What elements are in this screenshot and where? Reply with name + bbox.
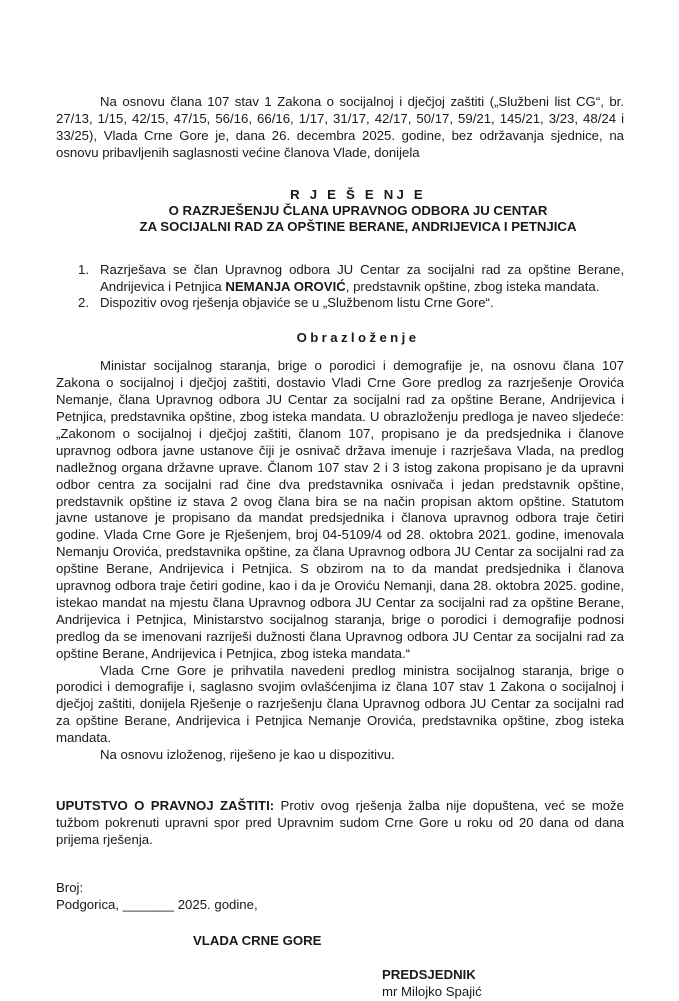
preamble: Na osnovu člana 107 stav 1 Zakona o socijalnoj i dječjoj zaštiti („Službeni list CG“, br. 27/13, 1/15, 42/15, 47/15, 56/16, 66/16, 1/17, 31/17, 42/17, 50/17, 59/21, 145/21, 3/23, 48/24 i 33/25), Vlada Crne Gore je, dana 26. decembra 2025. godine, bez održavanja sjednice, na osnovu pribavljenih saglasnosti većine članova Vlade, donijela <box>56 94 624 160</box>
signatory-role: PREDSJEDNIK <box>382 967 476 983</box>
signature-block <box>56 967 624 1001</box>
item-text: Dispozitiv ovog rješenja objaviće se u „Službenom listu Crne Gore“. <box>100 295 494 311</box>
obrazlozenje-body <box>56 358 624 764</box>
item-bold-name: NEMANJA OROVIĆ <box>225 278 346 294</box>
obrazlozenje-paragraph-2: Vlada Crne Gore je prihvatila navedeni predlog ministra socijalnog staranja, brige o porodici i demografije i, saglasno svojim ovlašćenjima iz člana 107 stav 1 Zakona o socijalnoj i dječjoj zaštiti, donijela Rješenje o razrješenju člana Upravnog odbora JU Centar za socijalni rad za opštine Berane, Andrijevica i Petnjica Nemanje Orovića, predstavnika opštine, zbog isteka mandata. <box>56 662 624 746</box>
dispositiv-list <box>56 262 624 313</box>
item-text: Razrješava se član Upravnog odbora JU Centar za socijalni rad za opštine Berane, Andrijevica i Petnjica <box>100 261 624 294</box>
title-line-2: ZA SOCIJALNI RAD ZA OPŠTINE BERANE, ANDRIJEVICA I PETNJICA <box>139 218 577 234</box>
signatory-name: mr Milojko Spajić <box>382 984 482 1000</box>
obrazlozenje-heading: Obrazloženje <box>296 330 420 346</box>
title-line-1: O RAZRJEŠENJU ČLANA UPRAVNOG ODBORA JU CENTAR <box>168 202 548 218</box>
document-page <box>56 94 624 1001</box>
decision-title <box>56 187 624 235</box>
obrazlozenje-paragraph-3: Na osnovu izloženog, riješeno je kao u dispozitivu. <box>100 747 395 763</box>
item-number: 1. <box>78 261 89 277</box>
place-date: Podgorica, _______ 2025. godine, <box>56 896 258 912</box>
item-number: 2. <box>78 295 89 311</box>
legal-notice-label: UPUTSTVO O PRAVNOJ ZAŠTITI: <box>56 798 275 813</box>
government-name: VLADA CRNE GORE <box>193 932 322 948</box>
legal-notice <box>56 798 624 849</box>
dispositiv-item-2 <box>78 295 624 312</box>
number-label: Broj: <box>56 879 84 895</box>
legal-notice-text: Protiv ovog rješenja žalba nije dopuštena, već se može tužbom pokrenuti upravni spor pred Upravnim sudom Crne Gore u roku od 20 dana od dana prijema rješenja. <box>56 798 624 847</box>
item-text-after: , predstavnik opštine, zbog isteka mandata. <box>345 278 600 294</box>
obrazlozenje-paragraph-1: Ministar socijalnog staranja, brige o porodici i demografije je, na osnovu člana 107 Zakona o socijalnoj i dječjoj zaštiti, dostavio Vladi Crne Gore predlog za razrješenje Orovića Nemanje, člana Upravnog odbora JU Centar za socijalni rad za opštine Berane, Andrijevica i Petnjica, predstavnika opštine, zbog isteka mandata. U obrazloženju predloga je naveo sljedeće: „Zakonom o socijalnoj i dječjoj zaštiti, članom 107, propisano je da predsjednika i članove upravnog odbora javne ustanove čiji je osnivač država imenuje i razrješava Vlada, na predlog nadležnog organa državne uprave. Članom 107 stav 2 i 3 istog zakona propisano je da upravni odbor centra za socijalni rad čine dva predstavnika osnivača i jedan predstavnik opštine, predstavnik opštine iz stava 2 ovog člana bira se na način propisan aktom opštine. Statutom javne ustanove je propisano da mandat predsjednika i članova upravnog odbora traje četiri godine. Vlada Crne Gore je Rješenjem, broj 04-5109/4 od 28. oktobra 2021. godine, imenovala Nemanju Orovića, predstavnika opštine, za člana Upravnog odbora JU Centar za socijalni rad za opštine Berane, Andrijevica i Petnjica. S obzirom na to da mandat predsjednika i članova upravnog odbora traje četiri godine, kao i da je Oroviću Nemanji, dana 28. oktobra 2025. godine, istekao mandat na mjestu člana Upravnog odbora JU Centar za socijalni rad za opštine Berane, Andrijevica i Petnjica, Ministarstvo socijalnog staranja, brige o porodici i demografije podnosi predlog da se imenovani razriješi dužnosti člana Upravnog odbora JU Centar za socijalni rad za opštine Berane, Andrijevica i Petnjica, zbog isteka mandata.“ <box>56 358 624 661</box>
footer <box>56 880 624 914</box>
title-main: R J E Š E NJ E <box>290 186 426 202</box>
dispositiv-item-1 <box>78 261 624 296</box>
